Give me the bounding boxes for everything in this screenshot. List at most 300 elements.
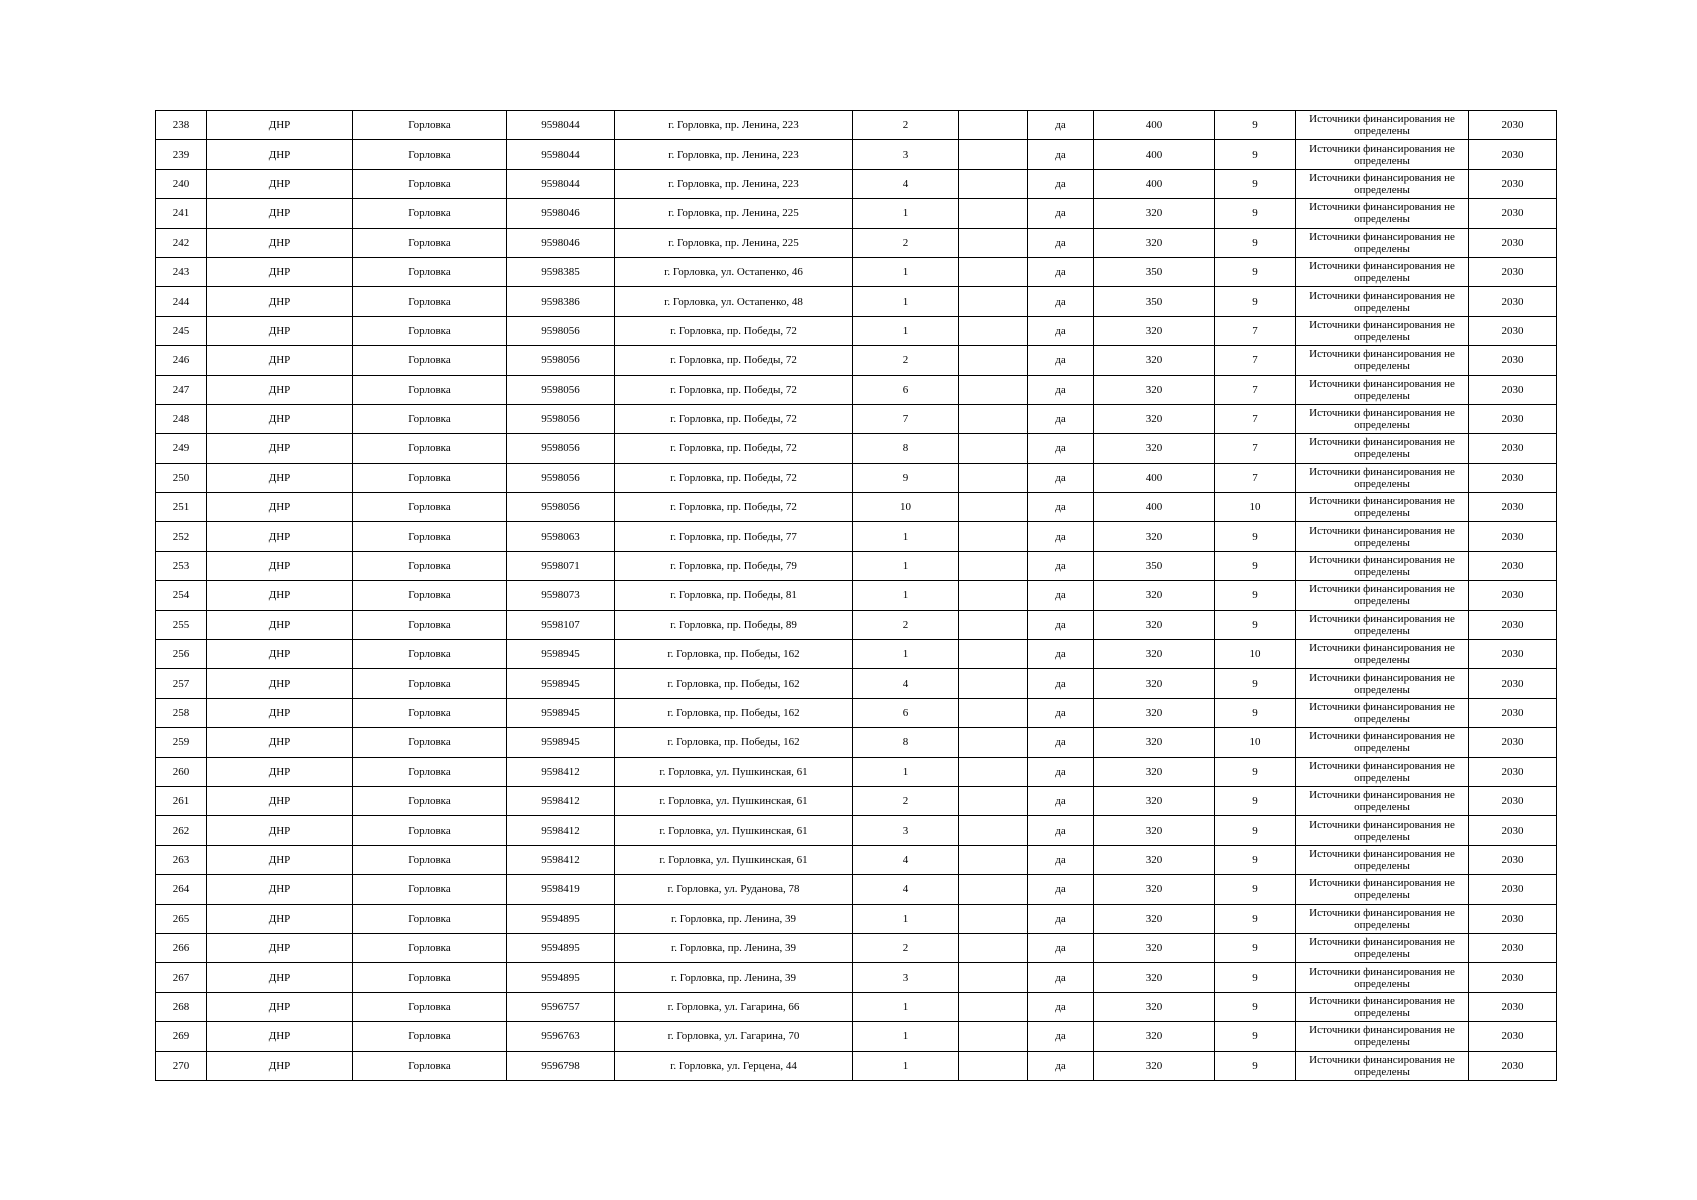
cell-flag: да xyxy=(1028,257,1094,286)
cell-floors: 7 xyxy=(1215,463,1296,492)
cell-flag: да xyxy=(1028,346,1094,375)
cell-region: ДНР xyxy=(207,1051,353,1080)
cell-flag: да xyxy=(1028,404,1094,433)
cell-source: Источники финансирования не определены xyxy=(1296,257,1469,286)
cell-address: г. Горловка, пр. Ленина, 223 xyxy=(615,111,853,140)
cell-capacity: 320 xyxy=(1094,728,1215,757)
cell-code: 9598063 xyxy=(507,522,615,551)
cell-source: Источники финансирования не определены xyxy=(1296,610,1469,639)
cell-floors: 9 xyxy=(1215,816,1296,845)
cell-blank xyxy=(959,610,1028,639)
cell-flag: да xyxy=(1028,375,1094,404)
cell-entrance: 1 xyxy=(853,904,959,933)
cell-num: 268 xyxy=(156,992,207,1021)
table-row xyxy=(156,581,1557,610)
cell-region: ДНР xyxy=(207,404,353,433)
cell-floors: 7 xyxy=(1215,375,1296,404)
table-row xyxy=(156,199,1557,228)
cell-num: 258 xyxy=(156,698,207,727)
cell-capacity: 320 xyxy=(1094,404,1215,433)
cell-floors: 9 xyxy=(1215,757,1296,786)
cell-region: ДНР xyxy=(207,140,353,169)
cell-blank xyxy=(959,375,1028,404)
cell-code: 9598044 xyxy=(507,140,615,169)
cell-blank xyxy=(959,199,1028,228)
cell-floors: 10 xyxy=(1215,728,1296,757)
cell-floors: 9 xyxy=(1215,669,1296,698)
cell-entrance: 1 xyxy=(853,522,959,551)
cell-source: Источники финансирования не определены xyxy=(1296,992,1469,1021)
cell-floors: 9 xyxy=(1215,1051,1296,1080)
cell-region: ДНР xyxy=(207,1022,353,1051)
cell-code: 9598412 xyxy=(507,845,615,874)
cell-flag: да xyxy=(1028,522,1094,551)
cell-address: г. Горловка, ул. Пушкинская, 61 xyxy=(615,757,853,786)
cell-source: Источники финансирования не определены xyxy=(1296,375,1469,404)
cell-blank xyxy=(959,111,1028,140)
cell-source: Источники финансирования не определены xyxy=(1296,1022,1469,1051)
cell-source: Источники финансирования не определены xyxy=(1296,140,1469,169)
cell-num: 261 xyxy=(156,786,207,815)
cell-capacity: 320 xyxy=(1094,992,1215,1021)
cell-flag: да xyxy=(1028,816,1094,845)
cell-entrance: 1 xyxy=(853,199,959,228)
cell-city: Горловка xyxy=(353,845,507,874)
cell-city: Горловка xyxy=(353,816,507,845)
cell-year: 2030 xyxy=(1469,904,1557,933)
cell-capacity: 320 xyxy=(1094,434,1215,463)
cell-capacity: 320 xyxy=(1094,228,1215,257)
cell-address: г. Горловка, пр. Победы, 72 xyxy=(615,463,853,492)
cell-capacity: 320 xyxy=(1094,963,1215,992)
table-row xyxy=(156,640,1557,669)
cell-address: г. Горловка, пр. Ленина, 39 xyxy=(615,963,853,992)
cell-flag: да xyxy=(1028,316,1094,345)
cell-flag: да xyxy=(1028,845,1094,874)
table-row xyxy=(156,228,1557,257)
table-row xyxy=(156,610,1557,639)
cell-year: 2030 xyxy=(1469,1022,1557,1051)
cell-floors: 9 xyxy=(1215,610,1296,639)
cell-source: Источники финансирования не определены xyxy=(1296,669,1469,698)
cell-address: г. Горловка, ул. Пушкинская, 61 xyxy=(615,845,853,874)
cell-region: ДНР xyxy=(207,316,353,345)
table-row xyxy=(156,346,1557,375)
cell-entrance: 2 xyxy=(853,111,959,140)
cell-region: ДНР xyxy=(207,757,353,786)
cell-code: 9598056 xyxy=(507,375,615,404)
table-row xyxy=(156,434,1557,463)
table-row xyxy=(156,757,1557,786)
cell-address: г. Горловка, пр. Победы, 162 xyxy=(615,669,853,698)
table-row xyxy=(156,287,1557,316)
cell-capacity: 320 xyxy=(1094,610,1215,639)
cell-floors: 9 xyxy=(1215,257,1296,286)
cell-year: 2030 xyxy=(1469,728,1557,757)
cell-flag: да xyxy=(1028,786,1094,815)
cell-region: ДНР xyxy=(207,698,353,727)
cell-source: Источники финансирования не определены xyxy=(1296,111,1469,140)
cell-flag: да xyxy=(1028,551,1094,580)
cell-address: г. Горловка, ул. Пушкинская, 61 xyxy=(615,786,853,815)
cell-code: 9596763 xyxy=(507,1022,615,1051)
cell-address: г. Горловка, ул. Герцена, 44 xyxy=(615,1051,853,1080)
cell-source: Источники финансирования не определены xyxy=(1296,199,1469,228)
cell-entrance: 2 xyxy=(853,228,959,257)
cell-blank xyxy=(959,522,1028,551)
cell-capacity: 350 xyxy=(1094,287,1215,316)
cell-year: 2030 xyxy=(1469,669,1557,698)
cell-floors: 9 xyxy=(1215,992,1296,1021)
cell-floors: 7 xyxy=(1215,434,1296,463)
cell-blank xyxy=(959,257,1028,286)
cell-floors: 9 xyxy=(1215,199,1296,228)
cell-num: 240 xyxy=(156,169,207,198)
cell-region: ДНР xyxy=(207,375,353,404)
cell-blank xyxy=(959,963,1028,992)
cell-year: 2030 xyxy=(1469,610,1557,639)
cell-code: 9598046 xyxy=(507,199,615,228)
cell-year: 2030 xyxy=(1469,199,1557,228)
cell-year: 2030 xyxy=(1469,287,1557,316)
cell-blank xyxy=(959,698,1028,727)
cell-source: Источники финансирования не определены xyxy=(1296,816,1469,845)
cell-code: 9598056 xyxy=(507,434,615,463)
cell-code: 9598412 xyxy=(507,816,615,845)
cell-year: 2030 xyxy=(1469,963,1557,992)
cell-flag: да xyxy=(1028,434,1094,463)
cell-address: г. Горловка, пр. Победы, 162 xyxy=(615,698,853,727)
cell-city: Горловка xyxy=(353,581,507,610)
cell-code: 9598056 xyxy=(507,316,615,345)
cell-num: 262 xyxy=(156,816,207,845)
cell-num: 244 xyxy=(156,287,207,316)
cell-region: ДНР xyxy=(207,522,353,551)
cell-source: Источники финансирования не определены xyxy=(1296,963,1469,992)
cell-floors: 9 xyxy=(1215,963,1296,992)
cell-city: Горловка xyxy=(353,669,507,698)
cell-entrance: 6 xyxy=(853,375,959,404)
cell-city: Горловка xyxy=(353,992,507,1021)
cell-city: Горловка xyxy=(353,493,507,522)
cell-blank xyxy=(959,316,1028,345)
cell-source: Источники финансирования не определены xyxy=(1296,551,1469,580)
cell-source: Источники финансирования не определены xyxy=(1296,463,1469,492)
cell-source: Источники финансирования не определены xyxy=(1296,1051,1469,1080)
cell-capacity: 320 xyxy=(1094,1051,1215,1080)
cell-city: Горловка xyxy=(353,904,507,933)
cell-blank xyxy=(959,757,1028,786)
cell-region: ДНР xyxy=(207,228,353,257)
cell-blank xyxy=(959,904,1028,933)
cell-year: 2030 xyxy=(1469,140,1557,169)
cell-entrance: 2 xyxy=(853,933,959,962)
table-row xyxy=(156,375,1557,404)
cell-source: Источники финансирования не определены xyxy=(1296,434,1469,463)
cell-capacity: 320 xyxy=(1094,845,1215,874)
cell-address: г. Горловка, пр. Ленина, 39 xyxy=(615,904,853,933)
cell-year: 2030 xyxy=(1469,346,1557,375)
cell-source: Источники финансирования не определены xyxy=(1296,933,1469,962)
cell-blank xyxy=(959,581,1028,610)
cell-city: Горловка xyxy=(353,757,507,786)
cell-source: Источники финансирования не определены xyxy=(1296,875,1469,904)
cell-blank xyxy=(959,933,1028,962)
cell-year: 2030 xyxy=(1469,875,1557,904)
table-row xyxy=(156,522,1557,551)
cell-address: г. Горловка, пр. Победы, 72 xyxy=(615,375,853,404)
table-row xyxy=(156,904,1557,933)
cell-code: 9594895 xyxy=(507,933,615,962)
cell-address: г. Горловка, ул. Руданова, 78 xyxy=(615,875,853,904)
cell-num: 250 xyxy=(156,463,207,492)
cell-flag: да xyxy=(1028,581,1094,610)
cell-address: г. Горловка, ул. Остапенко, 48 xyxy=(615,287,853,316)
cell-entrance: 1 xyxy=(853,316,959,345)
cell-address: г. Горловка, пр. Победы, 89 xyxy=(615,610,853,639)
cell-city: Горловка xyxy=(353,169,507,198)
cell-source: Источники финансирования не определены xyxy=(1296,316,1469,345)
cell-blank xyxy=(959,169,1028,198)
cell-code: 9598386 xyxy=(507,287,615,316)
cell-city: Горловка xyxy=(353,875,507,904)
cell-region: ДНР xyxy=(207,287,353,316)
cell-code: 9598073 xyxy=(507,581,615,610)
cell-region: ДНР xyxy=(207,257,353,286)
cell-year: 2030 xyxy=(1469,845,1557,874)
cell-flag: да xyxy=(1028,728,1094,757)
cell-floors: 7 xyxy=(1215,404,1296,433)
cell-num: 249 xyxy=(156,434,207,463)
cell-capacity: 350 xyxy=(1094,257,1215,286)
cell-entrance: 2 xyxy=(853,786,959,815)
cell-region: ДНР xyxy=(207,875,353,904)
cell-entrance: 1 xyxy=(853,581,959,610)
cell-blank xyxy=(959,1022,1028,1051)
cell-num: 245 xyxy=(156,316,207,345)
cell-entrance: 2 xyxy=(853,610,959,639)
cell-source: Источники финансирования не определены xyxy=(1296,786,1469,815)
cell-region: ДНР xyxy=(207,493,353,522)
cell-code: 9598412 xyxy=(507,786,615,815)
cell-address: г. Горловка, ул. Гагарина, 70 xyxy=(615,1022,853,1051)
cell-city: Горловка xyxy=(353,698,507,727)
cell-floors: 9 xyxy=(1215,933,1296,962)
cell-capacity: 320 xyxy=(1094,669,1215,698)
cell-capacity: 350 xyxy=(1094,551,1215,580)
cell-address: г. Горловка, пр. Победы, 72 xyxy=(615,316,853,345)
cell-capacity: 320 xyxy=(1094,522,1215,551)
cell-num: 269 xyxy=(156,1022,207,1051)
cell-floors: 9 xyxy=(1215,1022,1296,1051)
cell-source: Источники финансирования не определены xyxy=(1296,845,1469,874)
cell-year: 2030 xyxy=(1469,316,1557,345)
cell-code: 9598056 xyxy=(507,463,615,492)
cell-num: 260 xyxy=(156,757,207,786)
cell-source: Источники финансирования не определены xyxy=(1296,728,1469,757)
cell-address: г. Горловка, ул. Остапенко, 46 xyxy=(615,257,853,286)
cell-flag: да xyxy=(1028,610,1094,639)
cell-flag: да xyxy=(1028,757,1094,786)
cell-address: г. Горловка, пр. Ленина, 225 xyxy=(615,199,853,228)
cell-code: 9598107 xyxy=(507,610,615,639)
cell-capacity: 320 xyxy=(1094,904,1215,933)
cell-city: Горловка xyxy=(353,786,507,815)
cell-flag: да xyxy=(1028,1051,1094,1080)
cell-capacity: 320 xyxy=(1094,698,1215,727)
cell-floors: 10 xyxy=(1215,493,1296,522)
cell-num: 259 xyxy=(156,728,207,757)
table-row xyxy=(156,816,1557,845)
cell-capacity: 400 xyxy=(1094,111,1215,140)
cell-city: Горловка xyxy=(353,404,507,433)
cell-flag: да xyxy=(1028,875,1094,904)
cell-entrance: 1 xyxy=(853,992,959,1021)
table-row xyxy=(156,140,1557,169)
cell-region: ДНР xyxy=(207,904,353,933)
cell-blank xyxy=(959,816,1028,845)
cell-floors: 7 xyxy=(1215,316,1296,345)
cell-num: 270 xyxy=(156,1051,207,1080)
cell-region: ДНР xyxy=(207,199,353,228)
cell-floors: 9 xyxy=(1215,522,1296,551)
cell-floors: 9 xyxy=(1215,581,1296,610)
cell-num: 242 xyxy=(156,228,207,257)
table-row xyxy=(156,1022,1557,1051)
cell-num: 263 xyxy=(156,845,207,874)
cell-region: ДНР xyxy=(207,640,353,669)
cell-code: 9598385 xyxy=(507,257,615,286)
cell-entrance: 2 xyxy=(853,346,959,375)
cell-num: 257 xyxy=(156,669,207,698)
cell-capacity: 400 xyxy=(1094,463,1215,492)
cell-blank xyxy=(959,463,1028,492)
cell-blank xyxy=(959,140,1028,169)
cell-blank xyxy=(959,493,1028,522)
cell-region: ДНР xyxy=(207,551,353,580)
cell-year: 2030 xyxy=(1469,786,1557,815)
cell-num: 252 xyxy=(156,522,207,551)
cell-code: 9596798 xyxy=(507,1051,615,1080)
cell-capacity: 320 xyxy=(1094,816,1215,845)
cell-year: 2030 xyxy=(1469,404,1557,433)
cell-city: Горловка xyxy=(353,140,507,169)
cell-blank xyxy=(959,404,1028,433)
cell-capacity: 320 xyxy=(1094,933,1215,962)
cell-entrance: 4 xyxy=(853,669,959,698)
cell-code: 9598945 xyxy=(507,669,615,698)
cell-source: Источники финансирования не определены xyxy=(1296,757,1469,786)
cell-code: 9594895 xyxy=(507,904,615,933)
cell-num: 247 xyxy=(156,375,207,404)
cell-region: ДНР xyxy=(207,610,353,639)
table-row xyxy=(156,463,1557,492)
cell-code: 9598945 xyxy=(507,728,615,757)
cell-flag: да xyxy=(1028,228,1094,257)
cell-flag: да xyxy=(1028,963,1094,992)
cell-year: 2030 xyxy=(1469,757,1557,786)
cell-blank xyxy=(959,346,1028,375)
cell-code: 9598056 xyxy=(507,493,615,522)
cell-blank xyxy=(959,640,1028,669)
cell-code: 9598412 xyxy=(507,757,615,786)
cell-year: 2030 xyxy=(1469,816,1557,845)
cell-address: г. Горловка, пр. Победы, 81 xyxy=(615,581,853,610)
cell-year: 2030 xyxy=(1469,581,1557,610)
cell-entrance: 6 xyxy=(853,698,959,727)
cell-capacity: 320 xyxy=(1094,346,1215,375)
cell-entrance: 1 xyxy=(853,640,959,669)
cell-floors: 9 xyxy=(1215,786,1296,815)
cell-num: 253 xyxy=(156,551,207,580)
cell-num: 266 xyxy=(156,933,207,962)
cell-blank xyxy=(959,1051,1028,1080)
cell-entrance: 9 xyxy=(853,463,959,492)
cell-capacity: 320 xyxy=(1094,786,1215,815)
table-row xyxy=(156,1051,1557,1080)
cell-blank xyxy=(959,875,1028,904)
cell-address: г. Горловка, пр. Победы, 77 xyxy=(615,522,853,551)
cell-flag: да xyxy=(1028,1022,1094,1051)
cell-num: 267 xyxy=(156,963,207,992)
cell-year: 2030 xyxy=(1469,640,1557,669)
cell-region: ДНР xyxy=(207,346,353,375)
cell-region: ДНР xyxy=(207,169,353,198)
cell-blank xyxy=(959,845,1028,874)
cell-floors: 9 xyxy=(1215,169,1296,198)
cell-entrance: 8 xyxy=(853,728,959,757)
cell-region: ДНР xyxy=(207,845,353,874)
cell-code: 9594895 xyxy=(507,963,615,992)
cell-num: 248 xyxy=(156,404,207,433)
cell-city: Горловка xyxy=(353,1051,507,1080)
cell-capacity: 320 xyxy=(1094,640,1215,669)
cell-source: Источники финансирования не определены xyxy=(1296,346,1469,375)
cell-blank xyxy=(959,786,1028,815)
cell-address: г. Горловка, пр. Ленина, 39 xyxy=(615,933,853,962)
cell-num: 256 xyxy=(156,640,207,669)
cell-num: 239 xyxy=(156,140,207,169)
cell-entrance: 1 xyxy=(853,287,959,316)
table-row xyxy=(156,963,1557,992)
cell-code: 9598056 xyxy=(507,404,615,433)
cell-city: Горловка xyxy=(353,434,507,463)
cell-num: 255 xyxy=(156,610,207,639)
cell-year: 2030 xyxy=(1469,375,1557,404)
cell-code: 9598945 xyxy=(507,640,615,669)
cell-city: Горловка xyxy=(353,287,507,316)
cell-year: 2030 xyxy=(1469,551,1557,580)
cell-capacity: 400 xyxy=(1094,169,1215,198)
cell-source: Источники финансирования не определены xyxy=(1296,169,1469,198)
cell-floors: 7 xyxy=(1215,346,1296,375)
cell-num: 238 xyxy=(156,111,207,140)
cell-blank xyxy=(959,992,1028,1021)
cell-flag: да xyxy=(1028,463,1094,492)
cell-address: г. Горловка, пр. Ленина, 223 xyxy=(615,140,853,169)
cell-region: ДНР xyxy=(207,728,353,757)
cell-flag: да xyxy=(1028,169,1094,198)
cell-code: 9598044 xyxy=(507,111,615,140)
cell-city: Горловка xyxy=(353,640,507,669)
cell-code: 9598071 xyxy=(507,551,615,580)
cell-capacity: 320 xyxy=(1094,375,1215,404)
cell-capacity: 320 xyxy=(1094,875,1215,904)
table-row xyxy=(156,669,1557,698)
cell-entrance: 4 xyxy=(853,169,959,198)
cell-region: ДНР xyxy=(207,816,353,845)
table-row xyxy=(156,875,1557,904)
